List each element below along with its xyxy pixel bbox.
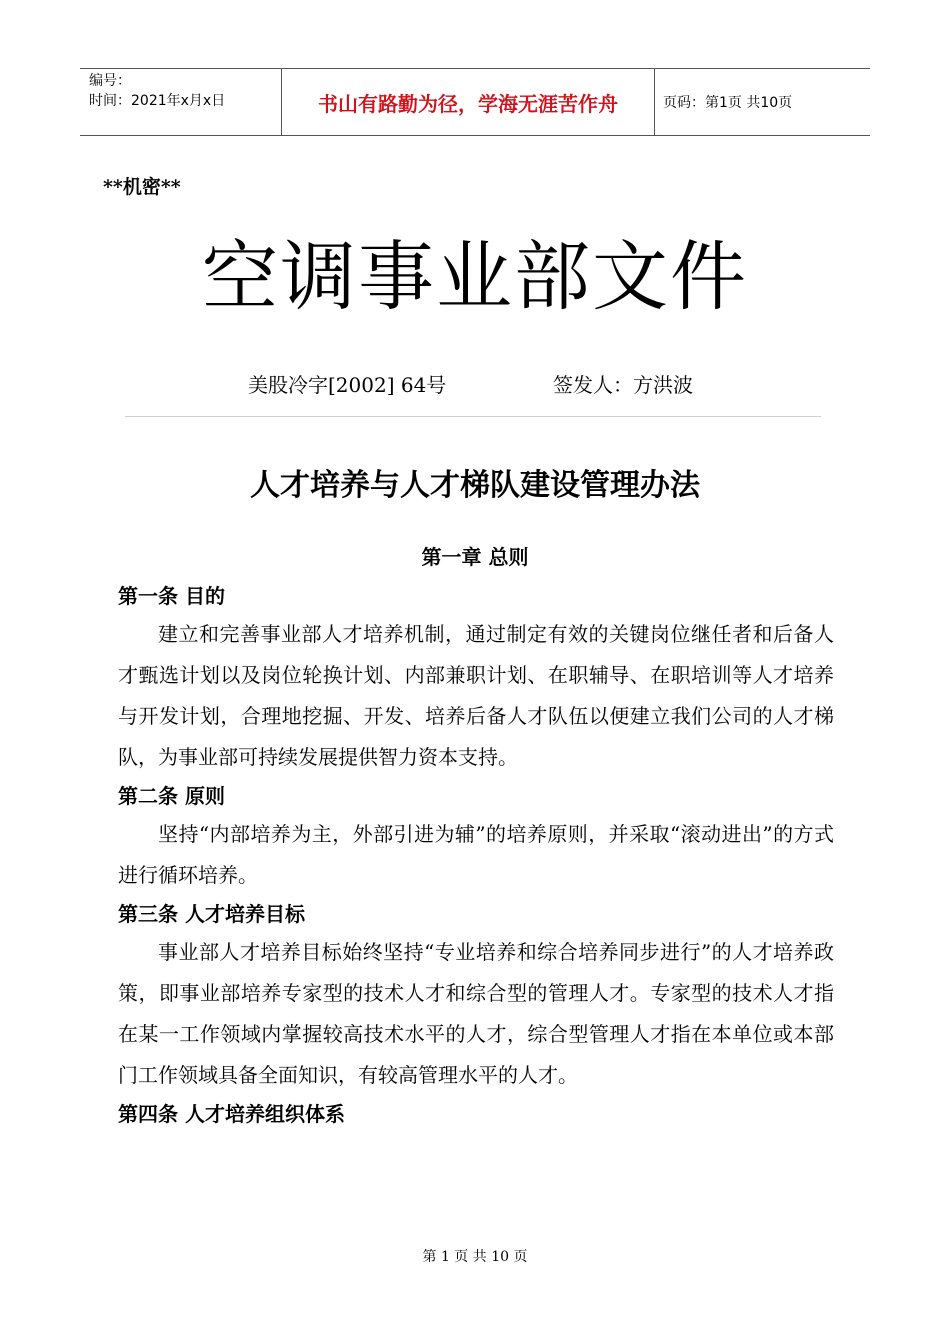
confidential-mark: **机密** bbox=[103, 176, 181, 198]
header-table bbox=[80, 68, 870, 136]
article-paragraph: 事业部人才培养目标始终坚持“专业培养和综合培养同步进行”的人才培养政策，即事业部培养专家型的技术人才和综合型的管理人才。专家型的技术人才指在某一工作领域内掌握较高技术水平的人才，综合型管理人才指在本单位或本部门工作领域具备全面知识，有较高管理水平的人才。 bbox=[118, 940, 834, 1087]
header-meta-cell bbox=[80, 69, 281, 135]
document-reference-number: 美股冷字[2002] 64号 bbox=[248, 373, 447, 397]
time-label: 时间：2021年x月x日 bbox=[89, 93, 226, 109]
article-heading: 第一条 目的 bbox=[118, 584, 225, 608]
main-title: 人才培养与人才梯队建设管理办法 bbox=[250, 468, 700, 503]
signer: 签发人：方洪波 bbox=[553, 373, 693, 397]
header-page-cell bbox=[655, 69, 870, 135]
document-title: 空调事业部文件 bbox=[202, 232, 748, 321]
divider bbox=[125, 416, 821, 417]
header-motto-cell bbox=[281, 69, 655, 135]
motto: 书山有路勤为径，学海无涯苦作舟 bbox=[318, 91, 618, 116]
article-paragraph: 建立和完善事业部人才培养机制，通过制定有效的关键岗位继任者和后备人才甄选计划以及岗位轮换计划、内部兼职计划、在职辅导、在职培训等人才培养与开发计划，合理地挖掘、开发、培养后备人才队伍以便建立我们公司的人才梯队，为事业部可持续发展提供智力资本支持。 bbox=[118, 622, 834, 769]
chapter-title: 第一章 总则 bbox=[421, 545, 529, 569]
page-info: 页码：第1页 共10页 bbox=[663, 95, 793, 111]
content bbox=[118, 578, 834, 1132]
number-label: 编号： bbox=[89, 73, 131, 89]
page-footer: 第 1 页 共 10 页 bbox=[422, 1249, 528, 1265]
article-paragraph: 坚持“内部培养为主，外部引进为辅”的培养原则，并采取“滚动进出”的方式进行循环培养。 bbox=[118, 822, 834, 887]
article-heading: 第四条 人才培养组织体系 bbox=[118, 1102, 345, 1126]
article-heading: 第三条 人才培养目标 bbox=[118, 902, 305, 926]
article-heading: 第二条 原则 bbox=[118, 784, 225, 808]
